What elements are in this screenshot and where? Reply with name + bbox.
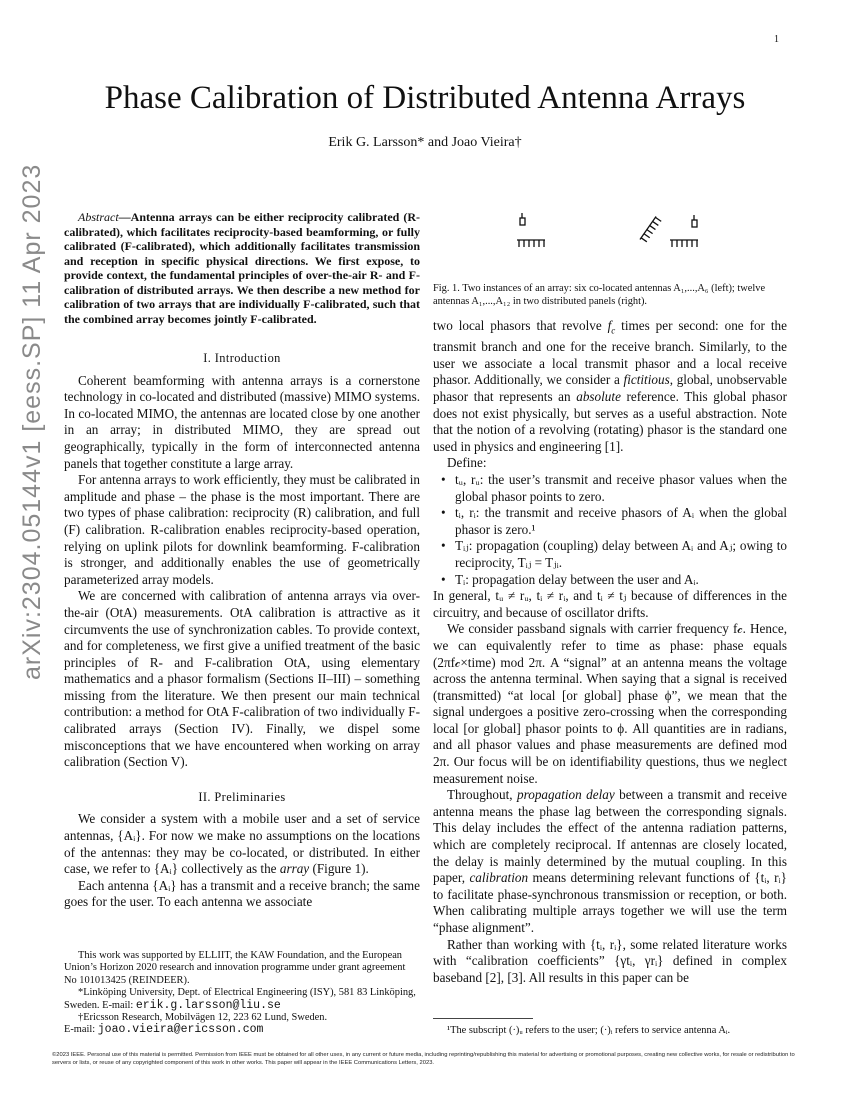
footnote-rule — [433, 1018, 533, 1019]
prelim-paragraph — [64, 811, 420, 877]
body-text: times per second: one for the transmit branch and one for the receive branch. Similarly, to the user we associate a local transmit phasor and a local receive phasor. Additionally, we consider a — [433, 318, 787, 388]
colocated-array-icon — [517, 240, 545, 247]
distributed-panel-icon — [670, 240, 698, 247]
body-text: Throughout, — [447, 787, 517, 803]
affiliation-footnote — [64, 987, 420, 1012]
body-paragraph: two local phasors that revolve $f_c$ times per second: one for the transmit branch and one for the receive branch. Similarly, to the user we associate a local transmit phasor and a local receive phasor. Additionally, we consider a fictitious, global, unobservable phasor that represents an absolute reference. This global phasor does not exist physically, but serves as a useful abstraction. Note that the notion of a revolving (rotating) phasor is the standard one used in physics and engineering [1]. — [433, 318, 787, 454]
emphasis: propagation delay — [517, 787, 615, 803]
right-column — [433, 318, 787, 986]
body-paragraph: In general, tᵤ ≠ rᵤ, tᵢ ≠ rᵢ, and tᵢ ≠ tⱼ because of differences in the circuitry, and because of oscillator drifts. — [433, 588, 787, 620]
figure-1 — [433, 210, 787, 282]
page-number: 1 — [774, 34, 779, 45]
body-text: reference. This global phasor does not exist physically, but serves as a useful abstraction. Note that the notion of a revolving (rotating) phasor is the standard one used in physics and engineering [1]. — [433, 389, 787, 454]
prelim-emphasis: array — [279, 861, 310, 877]
math-fc: f — [607, 318, 612, 333]
prelim-paragraph: Each antenna {Aᵢ} has a transmit and a receive branch; the same goes for the user. To each antenna we associate — [64, 877, 420, 910]
copyright-notice: ©2023 IEEE. Personal use of this material is permitted. Permission from IEEE must be obtained for all other uses, in any current or future media, including reprinting/republishing this material for advertising or promotional purposes, creating new collective works, for resale or redistribution to servers or lists, or reuse of any copyrighted component of this work in other works. This paper will appear in the IEEE Communications Letters, 2023. — [52, 1052, 795, 1066]
funding-footnote: This work was supported by ELLIIT, the KAW Foundation, and the European Union’s Horizon 2020 research and innovation programme under grant agreement No 101013425 (REINDEER). — [64, 950, 406, 986]
define-label: Define: — [447, 455, 487, 471]
array-diagram — [433, 210, 787, 282]
list-item: • Tᵢⱼ: propagation (coupling) delay between Aᵢ and Aⱼ; owing to reciprocity, Tᵢⱼ = Tⱼᵢ. — [433, 538, 787, 571]
abstract-text: —Antenna arrays can be either reciprocity calibrated (R-calibrated), which facilitates reciprocity-based beamforming, or fully calibrated (F-calibrated), which additionally facilitates transmission and reception in specific physical directions. We first expose, to provide context, the fundamental principles of over-the-air R- and F-calibration of distributed arrays. We then describe a new method for calibration of two arrays that are individually F-calibrated, such that the combined array becomes jointly F-calibrated. — [64, 210, 420, 326]
abstract-label: Abstract — [78, 210, 119, 224]
user-antenna-icon — [520, 213, 525, 225]
email-link[interactable]: erik.g.larsson@liu.se — [135, 998, 281, 1012]
body-text: between a transmit and receive antenna means the phase lag between the corresponding signals. This delay includes the effect of the antenna radiation patterns, which are completely reciprocal. If antennas are closely located, the delay is mainly determined by the mutual coupling. In this paper, — [433, 787, 787, 886]
list-item: • Tᵢ: propagation delay between the user and Aᵢ. — [433, 572, 787, 589]
email-link[interactable]: joao.vieira@ericsson.com — [97, 1023, 264, 1037]
intro-paragraph: We are concerned with calibration of antenna arrays via over-the-air (OtA) measurements. OtA calibration is attractive as it circumvents the use of synchronization cables. To provide context, and for completeness, we first give a unified treatment of the basic principles of R- and F-calibration OtA, using elementary mathematics and a phasor formalism (Sections II–III) – something missing from the literature. We then present our main technical contribution: a method for OtA F-calibration of two individually F-calibrated arrays (Section IV). Finally, we dispel some misconceptions that we have encountered when working on array calibration (Section V). — [64, 588, 420, 770]
distributed-panel-icon — [640, 217, 662, 244]
figure-caption: Fig. 1. Two instances of an array: six co-located antennas A₁,...,A₆ (left); twelve antennas A₁,...,A₁₂ in two distributed panels (right). — [433, 283, 766, 307]
emphasis: absolute — [576, 389, 621, 405]
right-footnote — [433, 1018, 787, 1037]
affiliation-text: E-mail: — [64, 1024, 98, 1036]
section-heading-prelim: II. Preliminaries — [198, 789, 286, 804]
body-paragraph — [433, 787, 787, 936]
emphasis: calibration — [469, 870, 529, 886]
section-heading-intro: I. Introduction — [203, 351, 281, 365]
prelim-text-end: (Figure 1). — [309, 861, 369, 877]
arxiv-identifier[interactable]: arXiv:2304.05144v1 [eess.SP] 11 Apr 2023 — [18, 163, 46, 680]
body-paragraph: Rather than working with {tᵢ, rᵢ}, some related literature works with “calibration coefficients” {γtᵢ, γrᵢ} defined in complex baseband [2], [3]. All results in this paper can be — [433, 936, 787, 985]
body-paragraph: We consider passband signals with carrier frequency f𝒸. Hence, we can equivalently refer to time as phase: phase equals (2πf𝒸×time) mod 2π. A “signal” at an antenna means the voltage across the antenna terminal. When saying that a signal is received (transmitted) “at local [or global] phase ϕ”, we mean that the signal undergoes a positive zero-crossing when the corresponding local [or global] phasor points to ϕ. All quantities are in radians, and all phasor values and phase measurements are defined mod 2π. Our focus will be on identifiability questions, thus we neglect measurement noise. — [433, 621, 787, 786]
emphasis: fictitious — [623, 372, 670, 388]
intro-paragraph: Coherent beamforming with antenna arrays is a cornerstone technology in co-located and distributed (massive) MIMO systems. In co-located MIMO, the antennas are located close by one another in an array; in distributed MIMO, they are spread out geographically, typically in the form of interconnected antenna panels that together constitute a large array. — [64, 372, 420, 471]
footnote-1: ¹The subscript (·)ᵤ refers to the user; (·)ᵢ refers to service antenna Aᵢ. — [447, 1025, 731, 1036]
body-text: , global, unobservable phasor that represents an — [433, 372, 787, 405]
affiliation-text: *Linköping University, Dept. of Electrical Engineering (ISY), 581 83 Linköping, Sweden. E-mail: — [64, 987, 416, 1011]
left-footnotes — [64, 950, 420, 1037]
affiliation-footnote — [64, 1024, 420, 1036]
list-item: • tᵤ, rᵤ: the user’s transmit and receive phasor values when the global phasor points to zero. — [433, 472, 787, 505]
abstract — [64, 210, 420, 326]
body-text: means determining relevant functions of {tᵢ, rᵢ} to facilitate phase-synchronous transmission or reception, or both. When calibrating multiple arrays together we will use the term “phase alignment”. — [433, 870, 787, 936]
body-text: two local phasors that revolve — [433, 318, 608, 333]
list-item: • tᵢ, rᵢ: the transmit and receive phasors of Aᵢ when the global phasor is zero.¹ — [433, 505, 787, 538]
definition-list — [433, 472, 787, 588]
paper-authors: Erik G. Larsson* and Joao Vieira† — [328, 135, 522, 150]
paper-title: Phase Calibration of Distributed Antenna Arrays — [104, 80, 746, 116]
prelim-text: We consider a system with a mobile user and a set of service antennas, {Aᵢ}. For now we make no assumptions on the locations of the antennas: they may be co-located, or distributed. In either case, we refer to {Aᵢ} collectively as the — [64, 811, 420, 877]
affiliation-footnote: †Ericsson Research, Mobilvägen 12, 223 62 Lund, Sweden. — [78, 1012, 328, 1024]
user-antenna-icon — [692, 215, 697, 227]
left-column — [64, 210, 420, 911]
intro-paragraph: For antenna arrays to work efficiently, they must be calibrated in amplitude and phase – the phase is the most important. There are two types of phase calibration: reciprocity (R) calibration, and full (F) calibration. R-calibration enables reciprocity-based operation, relying on uplink pilots for downlink beamforming. F-calibration is stronger, and additionally enables the use of geometrically parameterized array models. — [64, 472, 420, 587]
